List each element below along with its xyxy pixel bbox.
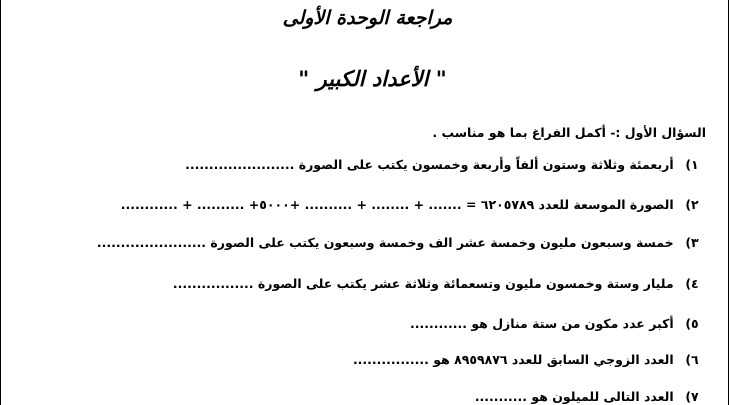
question-text: العدد الزوجي السابق للعدد ٨٩٥٩٨٧٦ هو ................ bbox=[352, 352, 674, 367]
page-subtitle: " الأعداد الكبير " bbox=[298, 66, 447, 91]
question-item-1 bbox=[185, 157, 706, 173]
question-item-4 bbox=[173, 276, 706, 292]
question-item-5 bbox=[410, 316, 706, 332]
question-intro: السؤال الأول :- أكمل الفراغ بما هو مناسب . bbox=[432, 125, 706, 140]
question-text: أكبر عدد مكون من ستة منازل هو ............ bbox=[410, 316, 674, 331]
question-number: ٤) bbox=[685, 276, 699, 291]
question-item-7 bbox=[475, 389, 706, 405]
question-number: ٥) bbox=[685, 316, 699, 331]
question-item-2 bbox=[121, 197, 706, 213]
question-item-3 bbox=[97, 235, 706, 251]
question-number: ٧) bbox=[685, 389, 699, 404]
question-number: ٢) bbox=[685, 197, 699, 212]
question-number: ٦) bbox=[685, 352, 699, 367]
question-text: خمسة وسبعون مليون وخمسة عشر الف وخمسة وسبعون يكتب على الصورة ....................... bbox=[96, 235, 674, 250]
question-text: مليار وستة وخمسون مليون وتسعمائة وثلاثة عشر يكتب على الصورة ................. bbox=[172, 276, 674, 291]
question-number: ١) bbox=[685, 157, 699, 172]
question-text: العدد التالى للميلون هو ........... bbox=[474, 389, 674, 404]
question-number: ٣) bbox=[685, 235, 699, 250]
question-text: الصورة الموسعة للعدد ٦٢٠٥٧٨٩ = ....... + ........ + .......... +٥٠٠٠+ .......... + ............ bbox=[120, 197, 674, 212]
page-title: مراجعة الوحدة الأولى bbox=[282, 7, 453, 29]
question-text: أربعمئة وثلاثة وستون ألفاً وأربعة وخمسون يكتب على الصورة ....................... bbox=[185, 157, 674, 172]
question-item-6 bbox=[353, 352, 706, 368]
